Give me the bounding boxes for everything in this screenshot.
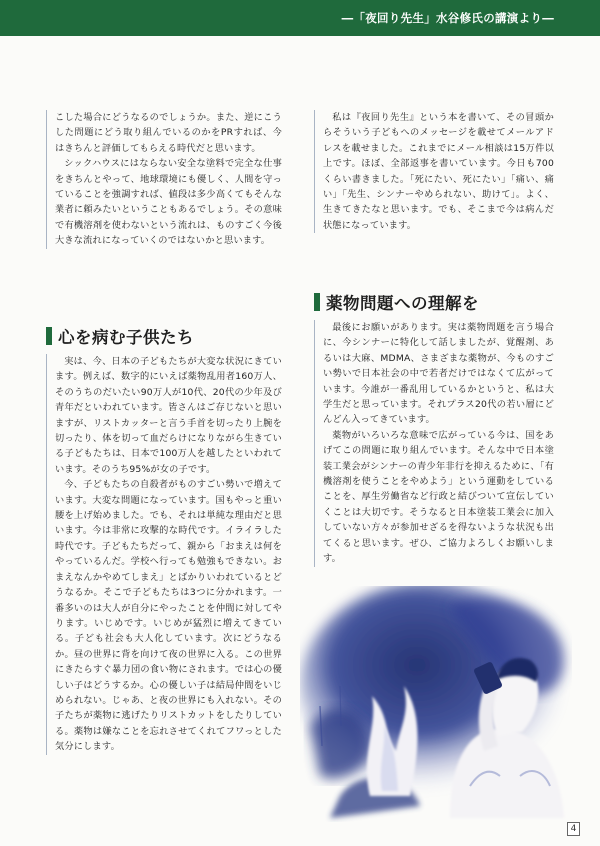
paragraph: 薬物がいろいろな意味で広がっている今は、国をあげてこの問題に取り組んでいます。そんな中で日本塗装工業会がシンナーの青少年非行を抑えるために、「有機溶剤を使うことをやめよう」という運動をしていることを、厚生労働省など行政と結びついて宣伝していくことは大切です。そうなると日本塗装工業会に加入していない方々が参加せざるを得ないような状況も出てくると思います。ぜひ、ご協力よろしくお願いします。 <box>323 429 554 565</box>
paragraph: 今、子どもたちの自殺者がものすごい勢いで増えています。大変な問題になっています。国もやっと重い腰を上げ始めました。でも、それは単純な理由だと思います。今は非常に攻撃的な時代です。イライラした時代です。子どもたちだって、親から「おまえは何をやっているんだ。学校へ行っても勉強もできない。おまえなんかやめてしまえ」とばかりいわれているとどうなるか。そこで子どもたちは3つに分かれます。一番多いのは大人が自分にやったことを仲間に対してやります。いじめです。いじめが猛烈に増えてきている。子ども社会も大人化しています。次にどうなるか。昼の世界に背を向けて夜の世界に入る。この世界にきたらすぐ暴力団の食い物にされます。では心の優しい子はどうするか。心の優しい子は結局仲間をいじめられない。じゃあ、と夜の世界にも入れない。その子たちが薬物に逃げたりリストカットをしたりしている。薬物は嫌なことを忘れさせてくれてフワっとした気分にします。 <box>55 479 282 753</box>
left-section <box>46 326 282 755</box>
header-title: ―「夜回り先生」水谷修氏の講演より― <box>341 11 554 25</box>
page-number: 4 <box>567 822 580 836</box>
left-intro <box>46 110 282 249</box>
right-section-block <box>314 320 554 567</box>
section-heading-text: 心を病む子供たち <box>58 328 194 347</box>
left-section-block <box>46 354 282 755</box>
paragraph: シックハウスにはならない安全な塗料で完全な仕事をきちんとやって、地球環境にも優しく、人間を守っていることを強調すれば、値段は多少高くてもそんな業者に頼みたいということもあるでしょう。その意味で有機溶剤を使わないという流れは、ものすごく今後大きな流れになっていくのではないかと思います。 <box>55 158 282 247</box>
paragraph: 最後にお願いがあります。実は薬物問題を言う場合に、今シンナーに特化して話しましたが、覚醒剤、あるいは大麻、MDMA、さまざまな薬物が、今ものすごい勢いで日本社会の中で若者だけではなくて広がっています。今誰が一番乱用しているかというと、私は大学生だと思っています。それプラス20代の若い層にどんどん入ってきています。 <box>323 322 554 426</box>
paragraph: こした場合にどうなるのでしょうか。また、逆にこうした問題にどう取り組んでいるのかをPRすれば、今はきちんと評価してもらえる時代だと思います。 <box>55 112 282 154</box>
illustration-watercolor <box>300 586 572 822</box>
paragraph: 実は、今、日本の子どもたちが大変な状況にきています。例えば、数字的にいえば薬物乱用者160万人、そのうちのだいたい90万人が10代、20代の少年及び青年だといわれています。皆さんはご存じないと思いますが、リストカッターと言う手首を切ったり上腕を切ったり、体を切って血だらけになりながら生きている子どもたちは、日本で100万人を越したといわれています。そのうち95%が女の子です。 <box>55 356 282 475</box>
paragraph: 私は『夜回り先生』という本を書いて、その冒頭からそういう子どもへのメッセージを載せてメールアドレスを載せました。これまでにメール相談は15万件以上です。ほぼ、全部返事を書いています。今日も700くらい書きました。「死にたい、死にたい」「痛い、痛い」「先生、シンナーやめられない、助けて」。よく、生きてきたなと思います。でも、そこまで今は病んだ状態になっています。 <box>323 112 554 231</box>
section-heading-text: 薬物問題への理解を <box>326 294 479 313</box>
section-heading <box>314 292 554 312</box>
left-intro-block <box>46 110 282 249</box>
right-intro <box>314 110 554 233</box>
heading-marker <box>46 327 52 345</box>
section-heading <box>46 326 282 346</box>
heading-marker <box>314 293 320 311</box>
right-intro-block <box>314 110 554 233</box>
right-section <box>314 292 554 567</box>
